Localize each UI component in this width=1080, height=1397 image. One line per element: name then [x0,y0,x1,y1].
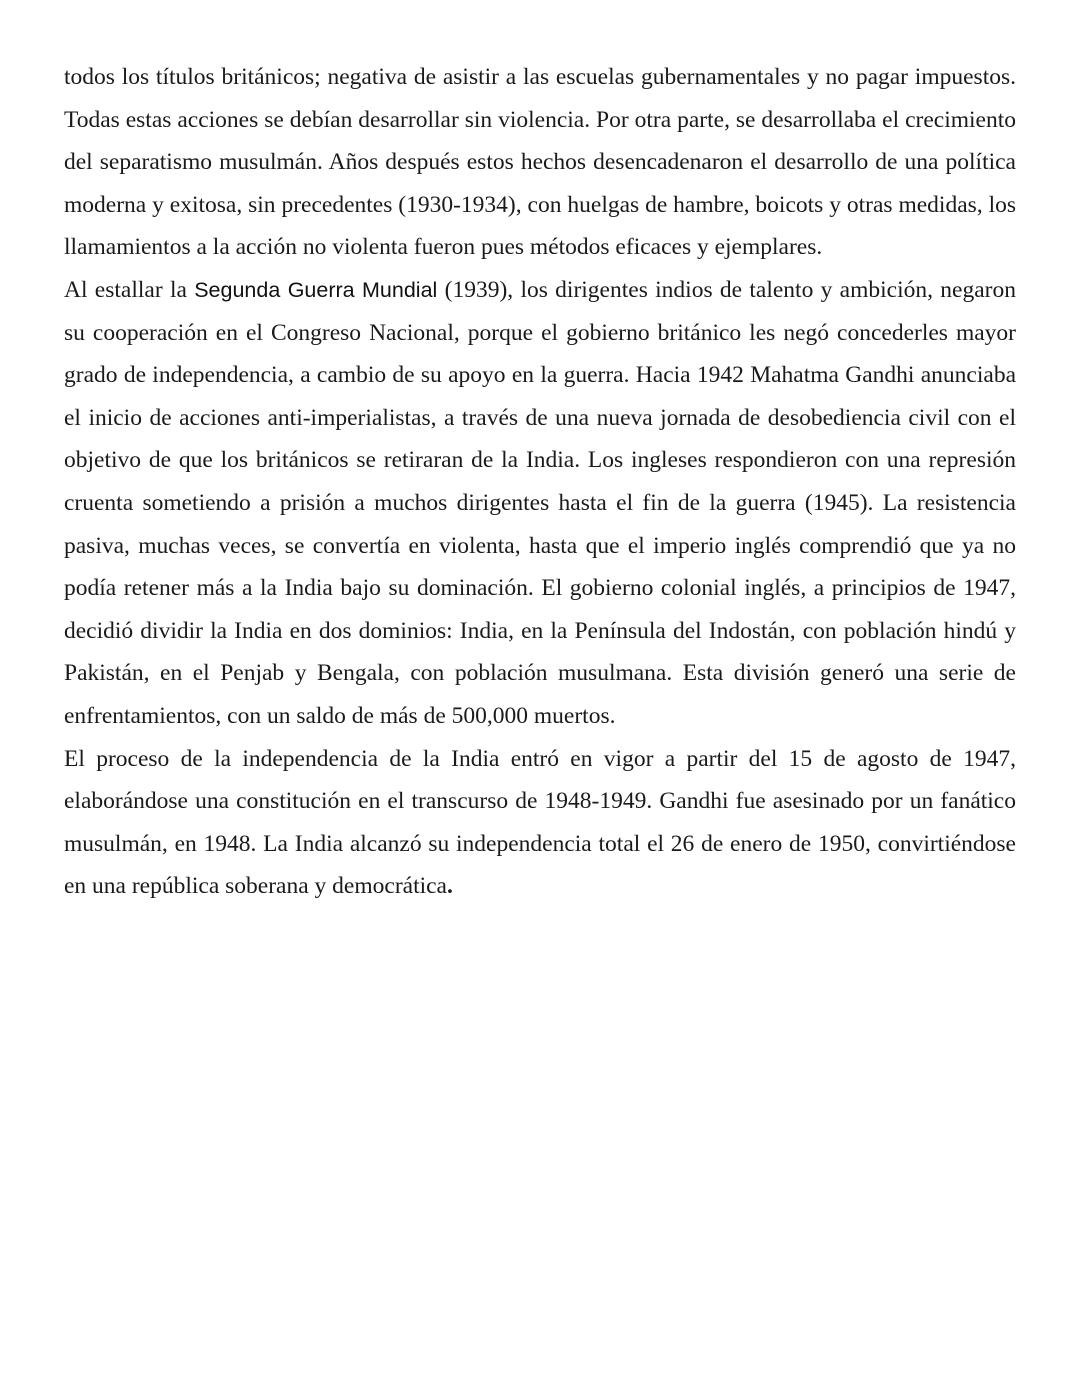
paragraph-2-intro: Al estallar la [64,276,195,303]
final-period: . [447,873,453,900]
paragraph-2-body: (1939), los dirigentes indios de talento y ambición, negaron su cooperación en el Congreso Nacional, porque el gobierno británico les negó concederles mayor grado de independencia, a cambio de su apoyo en la guerra. Hacia 1942 Mahatma Gandhi anunciaba el inicio de acciones anti-imperialistas, a través de una nueva jornada de desobediencia civil con el objetivo de que los británicos se retiraran de la India. Los ingleses respondieron con una represión cruenta sometiendo a prisión a muchos dirigentes hasta el fin de la guerra (1945). La resistencia pasiva, muchas veces, se convertía en violenta, hasta que el imperio inglés comprendió que ya no podía retener más a la India bajo su dominación. El gobierno colonial inglés, a principios de 1947, decidió dividir la India en dos dominios: India, en la Península del Indostán, con población hindú y Pakistán, en el Penjab y Bengala, con población musulmana. Esta división generó una serie de enfrentamientos, con un saldo de más de 500,000 muertos. [64,276,1016,729]
segunda-guerra-mundial-link[interactable]: Segunda Guerra Mundial [194,277,438,302]
paragraph-2 [64,269,1016,738]
paragraph-1: todos los títulos británicos; negativa de asistir a las escuelas gubernamentales y no pagar impuestos. Todas estas acciones se debían desarrollar sin violencia. Por otra parte, se desarrollaba el crecimiento del separatismo musulmán. Años después estos hechos desencadenaron el desarrollo de una política moderna y exitosa, sin precedentes (1930-1934), con huelgas de hambre, boicots y otras medidas, los llamamientos a la acción no violenta fueron pues métodos eficaces y ejemplares. [64,64,1016,261]
paragraph-3-body: El proceso de la independencia de la India entró en vigor a partir del 15 de agosto de 1947, elaborándose una constitución en el transcurso de 1948-1949. Gandhi fue asesinado por un fanático musulmán, en 1948. La India alcanzó su independencia total el 26 de enero de 1950, convirtiéndose en una república soberana y democrática [64,745,1016,900]
paragraph-3 [64,738,1016,908]
document-body [64,56,1016,908]
